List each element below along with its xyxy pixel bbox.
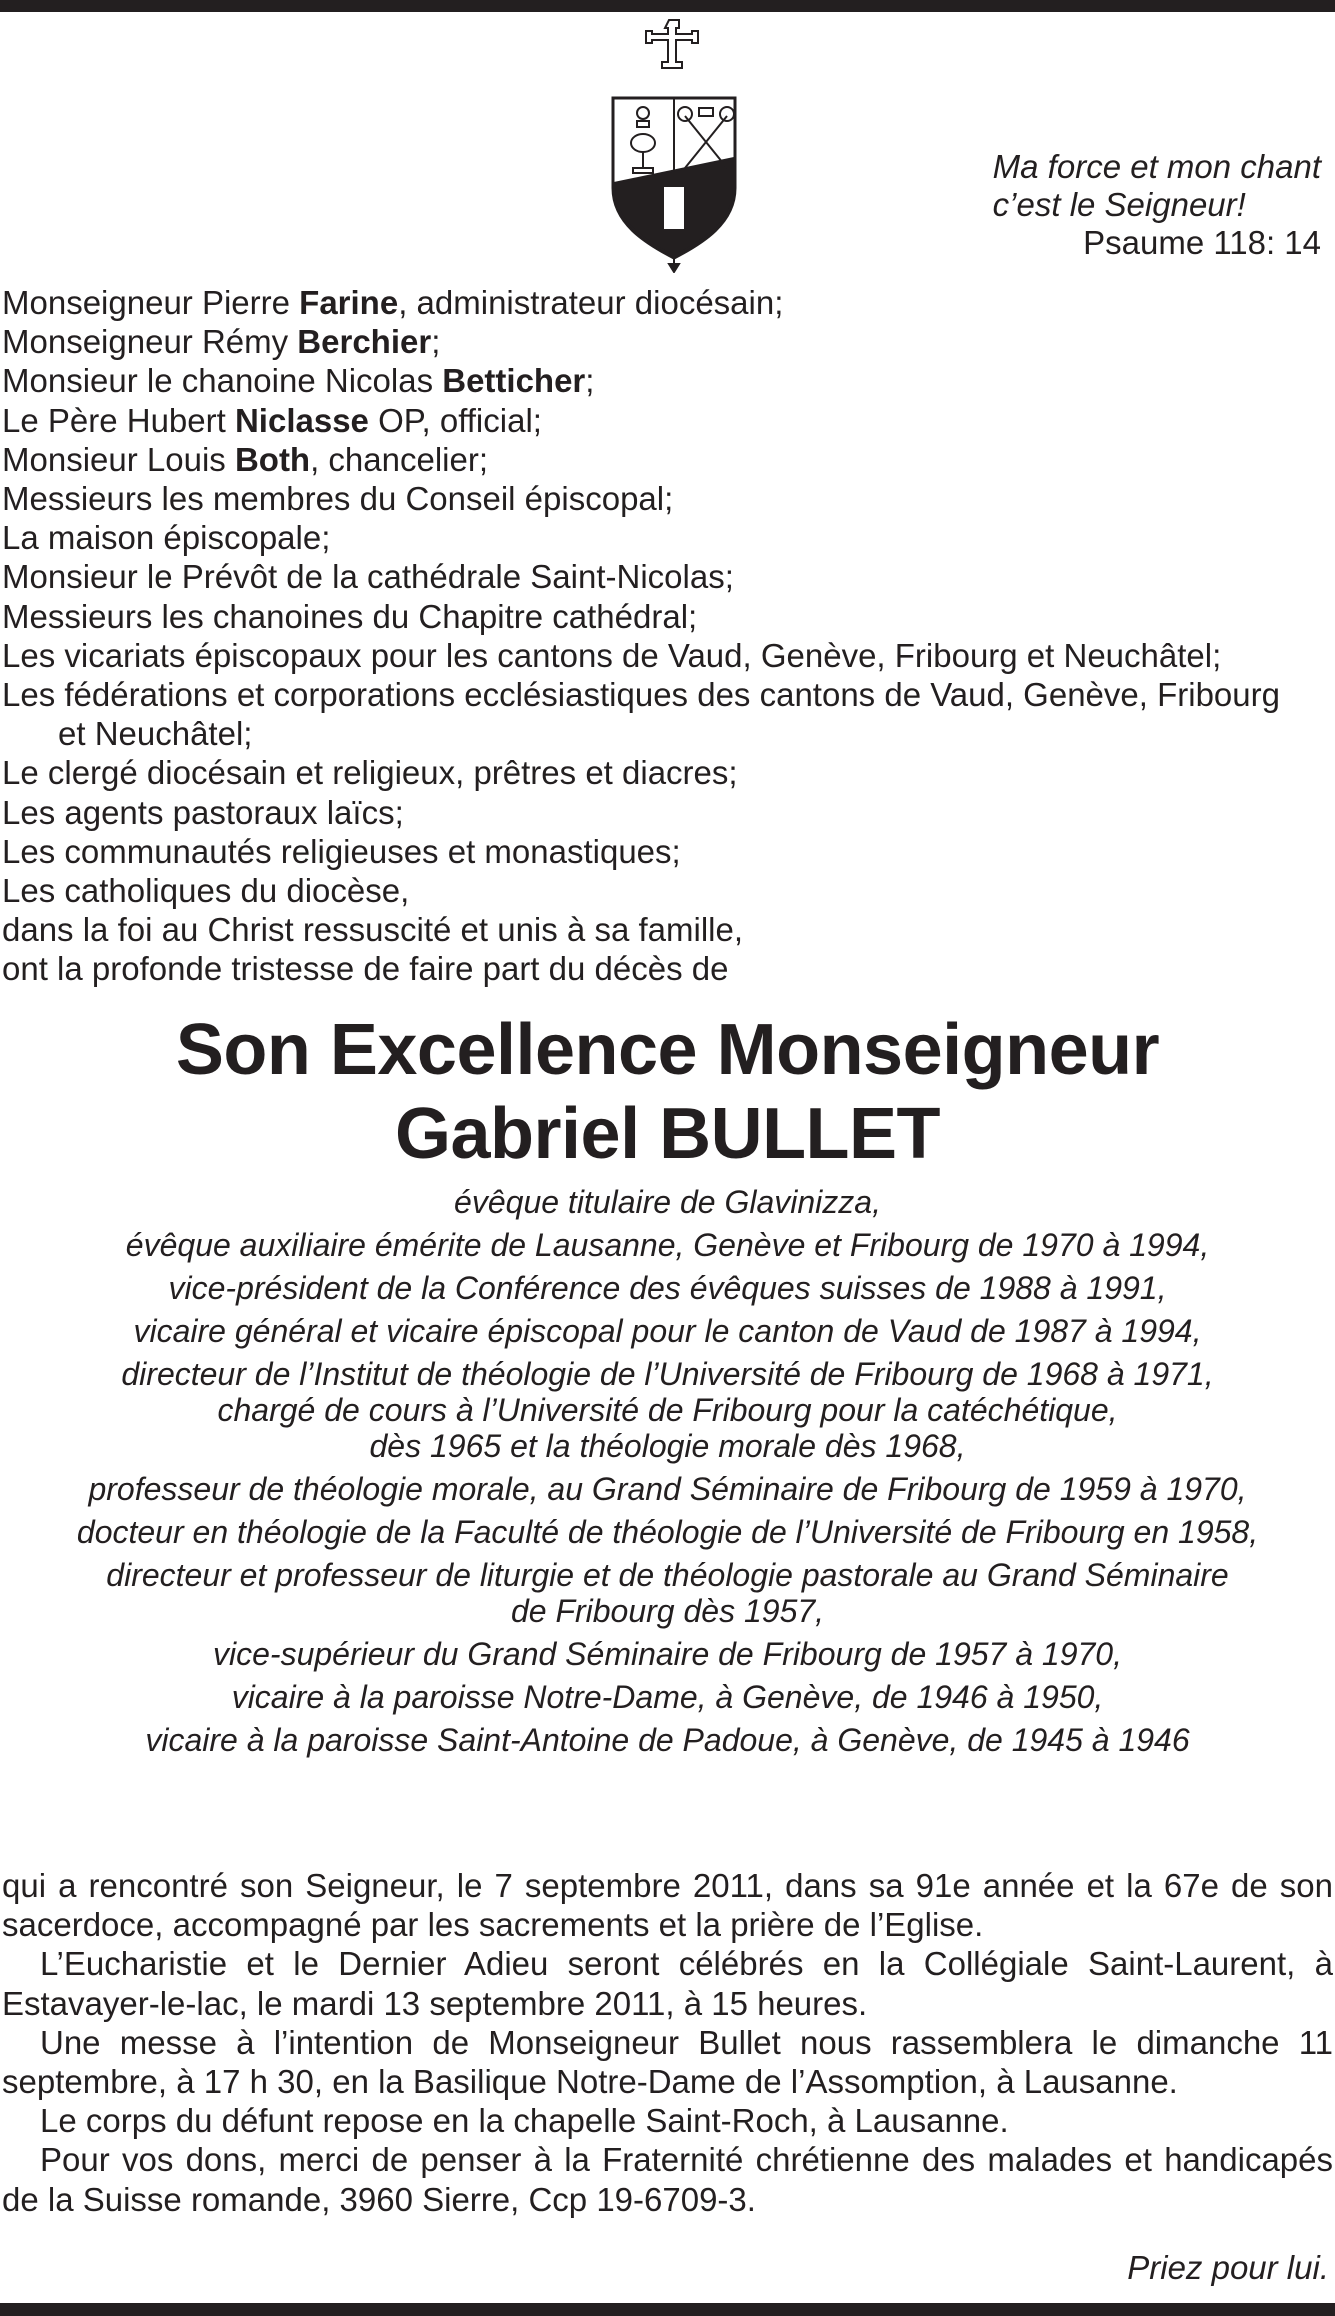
announcer-line: La maison épiscopale;: [2, 519, 331, 557]
career-title: chargé de cours à l’Université de Fribourg pour la catéchétique,: [217, 1392, 1118, 1428]
announcer-line: Monsieur Louis Both, chancelier;: [2, 440, 489, 478]
announcer-line: Le clergé diocésain et religieux, prêtres et diacres;: [2, 754, 738, 792]
career-title: évêque auxiliaire émérite de Lausanne, Genève et Fribourg de 1970 à 1994,: [125, 1227, 1210, 1263]
career-title: vicaire à la paroisse Saint-Antoine de Padoue, à Genève, de 1945 à 1946: [145, 1722, 1190, 1758]
top-border: [0, 0, 1335, 12]
announcers-list: [2, 283, 1322, 989]
announcer-line: Les vicariats épiscopaux pour les cantons de Vaud, Genève, Fribourg et Neuchâtel;: [2, 636, 1222, 674]
announcer-line: Messieurs les chanoines du Chapitre cathédral;: [2, 597, 698, 635]
paragraph: qui a rencontré son Seigneur, le 7 septembre 2011, dans sa 91e année et la 67e de son sacerdoce, accompagné par les sacrements et la prière de l’Eglise.: [2, 1867, 1333, 1944]
deceased-fullname: Gabriel BULLET: [394, 1094, 941, 1174]
announcer-line: ont la profonde tristesse de faire part du décès de: [2, 950, 729, 988]
career-title: vice-président de la Conférence des évêques suisses de 1988 à 1991,: [168, 1270, 1167, 1306]
announcer-line: dans la foi au Christ ressuscité et unis à sa famille,: [2, 911, 744, 949]
career-title: évêque titulaire de Glavinizza,: [454, 1184, 881, 1220]
announcer-line: et Neuchâtel;: [58, 715, 253, 753]
epigraph-reference: Psaume 118: 14: [1083, 224, 1321, 261]
career-title: dès 1965 et la théologie morale dès 1968,: [369, 1428, 966, 1464]
signoff: Priez pour lui.: [1127, 2249, 1329, 2286]
funeral-details: [2, 1866, 1333, 2219]
epigraph-line: Ma force et mon chant: [992, 148, 1321, 185]
announcer-line: Monsieur le chanoine Nicolas Betticher;: [2, 362, 595, 400]
paragraph: Une messe à l’intention de Monseigneur Bullet nous rassemblera le dimanche 11 septembre, à 17 h 30, en la Basilique Notre-Dame de l’Assomption, à Lausanne.: [2, 2023, 1333, 2101]
career-title: de Fribourg dès 1957,: [510, 1593, 825, 1629]
announcer-line: Monseigneur Pierre Farine, administrateur diocésain;: [2, 284, 784, 321]
career-title: directeur de l’Institut de théologie de l’Université de Fribourg de 1968 à 1971,: [121, 1356, 1214, 1392]
announcer-line: Monsieur le Prévôt de la cathédrale Saint-Nicolas;: [2, 558, 734, 596]
career-title: docteur en théologie de la Faculté de théologie de l’Université de Fribourg en 1958,: [76, 1514, 1259, 1550]
announcer-line: Les agents pastoraux laïcs;: [2, 793, 404, 831]
announcer-line: Monseigneur Rémy Berchier;: [2, 323, 441, 361]
announcer-line: Le Père Hubert Niclasse OP, official;: [2, 401, 542, 439]
paragraph: L’Eucharistie et le Dernier Adieu seront célébrés en la Collégiale Saint-Laurent, à Estavayer-le-lac, le mardi 13 septembre 2011, à 15 heures.: [2, 1945, 1333, 2022]
epigraph: [993, 148, 1321, 262]
career-titles: [0, 1184, 1335, 1765]
paragraph: Pour vos dons, merci de penser à la Fraternité chrétienne des malades et handicapés de la Suisse romande, 3960 Sierre, Ccp 19-6709-3.: [2, 2141, 1333, 2218]
career-title: directeur et professeur de liturgie et de théologie pastorale au Grand Séminaire: [106, 1557, 1229, 1593]
bottom-border: [0, 2303, 1335, 2316]
episcopal-coat-of-arms: [603, 18, 745, 273]
career-title: professeur de théologie morale, au Grand Séminaire de Fribourg de 1959 à 1970,: [88, 1471, 1247, 1507]
career-title: vicaire à la paroisse Notre-Dame, à Genève, de 1946 à 1950,: [231, 1679, 1104, 1715]
deceased-title: Son Excellence Monseigneur: [175, 1010, 1160, 1090]
epigraph-line: c’est le Seigneur!: [992, 186, 1246, 223]
announcer-line: Les catholiques du diocèse,: [2, 872, 410, 910]
career-title: vice-supérieur du Grand Séminaire de Fribourg de 1957 à 1970,: [213, 1636, 1122, 1672]
announcer-line: Les fédérations et corporations ecclésiastiques des cantons de Vaud, Genève, Fribourg: [2, 676, 1280, 714]
announcer-line: Les communautés religieuses et monastiques;: [2, 832, 681, 870]
deceased-name: [0, 1008, 1335, 1176]
announcer-line: Messieurs les membres du Conseil épiscopal;: [2, 480, 674, 518]
paragraph: Le corps du défunt repose en la chapelle Saint-Roch, à Lausanne.: [40, 2102, 1009, 2140]
career-title: vicaire général et vicaire épiscopal pour le canton de Vaud de 1987 à 1994,: [133, 1313, 1202, 1349]
